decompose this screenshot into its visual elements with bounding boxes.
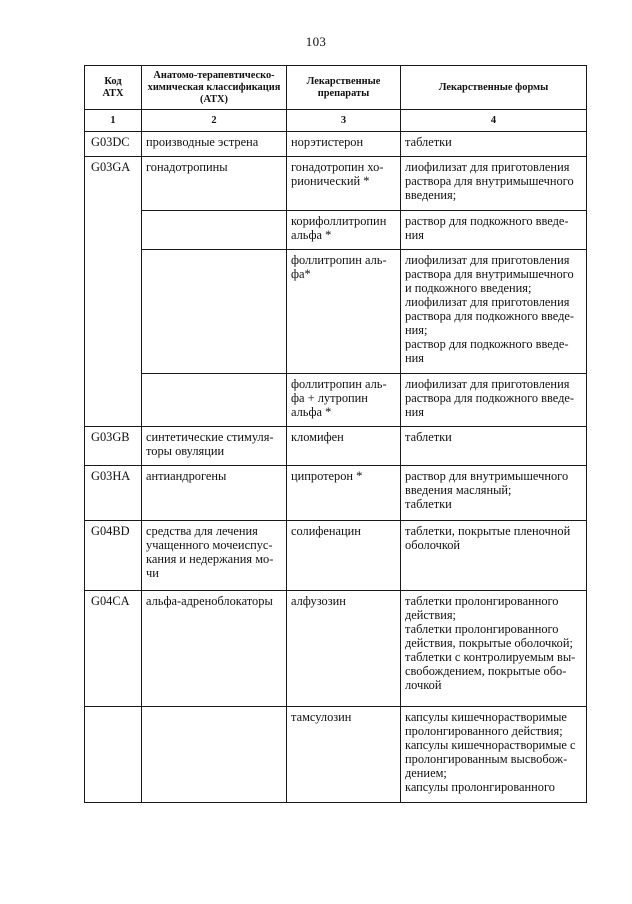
atx-code-cell: G03GA	[85, 157, 142, 427]
classification-cell: альфа-адреноблокаторы	[142, 591, 287, 707]
table-row	[85, 591, 587, 707]
dosage-forms-cell: лиофилизат для приготовления раствора для внутримышечного и подкожного введения; лиофилизат для приготовления раствора для подкожного введе- ния; раствор для подкожного введе- ния	[401, 250, 587, 374]
atx-drug-table	[84, 65, 587, 803]
atx-code-cell: G04BD	[85, 521, 142, 591]
drug-cell: фоллитропин аль- фа + лутропин альфа *	[287, 374, 401, 427]
classification-cell	[142, 211, 287, 250]
dosage-forms-cell: таблетки пролонгированного действия; таблетки пролонгированного действия, покрытые оболочкой; таблетки с контролируемым вы- свобождением, покрытые обо- лочкой	[401, 591, 587, 707]
drug-cell: норэтистерон	[287, 132, 401, 157]
atx-code-cell	[85, 707, 142, 803]
header-drugs: Лекарственные препараты	[287, 66, 401, 110]
atx-code-cell: G03GB	[85, 427, 142, 466]
column-number-row	[85, 110, 587, 132]
atx-code-cell: G03DC	[85, 132, 142, 157]
classification-cell	[142, 707, 287, 803]
classification-cell: антиандрогены	[142, 466, 287, 521]
header-code-atx: Код АТХ	[85, 66, 142, 110]
classification-cell: производные эстрена	[142, 132, 287, 157]
classification-cell	[142, 374, 287, 427]
table-row	[85, 157, 587, 211]
table-row	[85, 250, 587, 374]
table-row	[85, 707, 587, 803]
drug-cell: тамсулозин	[287, 707, 401, 803]
atx-code-cell: G04CA	[85, 591, 142, 707]
classification-cell: синтетические стимуля- торы овуляции	[142, 427, 287, 466]
drug-cell: кломифен	[287, 427, 401, 466]
table-header-row	[85, 66, 587, 110]
dosage-forms-cell: капсулы кишечнорастворимые пролонгированного действия; капсулы кишечнорастворимые с пролонгированным высвобож- дением; капсулы пролонгированного	[401, 707, 587, 803]
drug-cell: корифоллитропин альфа *	[287, 211, 401, 250]
dosage-forms-cell: таблетки	[401, 427, 587, 466]
column-number: 4	[401, 110, 587, 132]
page-number: 103	[305, 34, 327, 49]
classification-cell: гонадотропины	[142, 157, 287, 211]
table-row	[85, 132, 587, 157]
column-number: 3	[287, 110, 401, 132]
drug-cell: солифенацин	[287, 521, 401, 591]
drug-cell: фоллитропин аль- фа*	[287, 250, 401, 374]
dosage-forms-cell: таблетки, покрытые пленочной оболочкой	[401, 521, 587, 591]
table-row	[85, 211, 587, 250]
drug-cell: ципротерон *	[287, 466, 401, 521]
dosage-forms-cell: лиофилизат для приготовления раствора для внутримышечного введения;	[401, 157, 587, 211]
header-dosage-forms: Лекарственные формы	[401, 66, 587, 110]
dosage-forms-cell: таблетки	[401, 132, 587, 157]
dosage-forms-cell: лиофилизат для приготовления раствора для подкожного введе- ния	[401, 374, 587, 427]
table-row	[85, 427, 587, 466]
atx-code-cell: G03HA	[85, 466, 142, 521]
header-atx-classification: Анатомо-терапевтическо- химическая классификация (АТХ)	[142, 66, 287, 110]
classification-cell: средства для лечения учащенного мочеиспус- кания и недержания мо- чи	[142, 521, 287, 591]
table-row	[85, 521, 587, 591]
drug-cell: гонадотропин хо- рионический *	[287, 157, 401, 211]
dosage-forms-cell: раствор для внутримышечного введения масляный; таблетки	[401, 466, 587, 521]
drug-cell: алфузозин	[287, 591, 401, 707]
table-row	[85, 466, 587, 521]
column-number: 2	[142, 110, 287, 132]
classification-cell	[142, 250, 287, 374]
dosage-forms-cell: раствор для подкожного введе- ния	[401, 211, 587, 250]
table-row	[85, 374, 587, 427]
column-number: 1	[85, 110, 142, 132]
